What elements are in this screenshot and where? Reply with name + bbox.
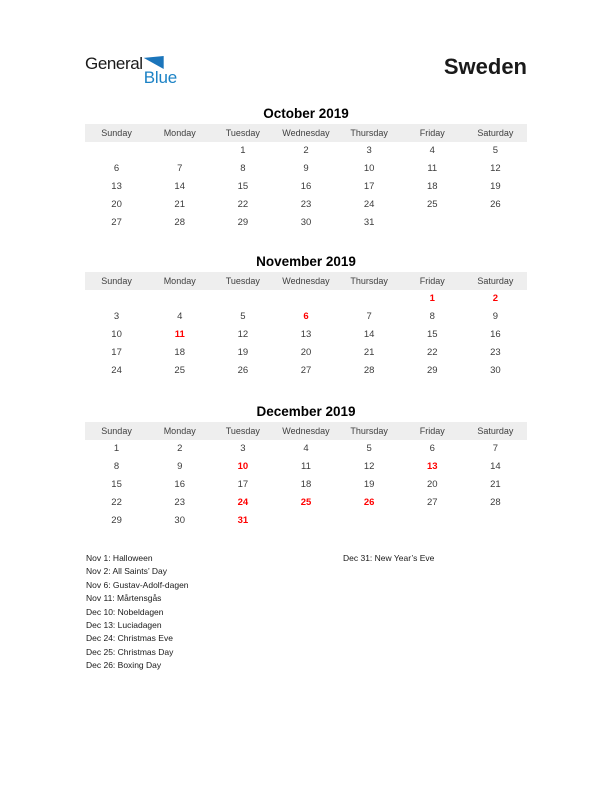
date-cell: 10 (237, 461, 249, 472)
date-cell: 8 (113, 461, 120, 472)
date-cell: 6 (113, 163, 120, 174)
date-cell: 17 (237, 479, 249, 490)
date-cell: 16 (490, 329, 501, 340)
date-cell: 6 (429, 443, 435, 454)
logo-text-general: General (85, 54, 143, 73)
date-cell: 30 (300, 217, 312, 228)
date-cell-empty (274, 290, 337, 308)
date-cell: 23 (490, 347, 501, 358)
date-cell: 27 (111, 217, 122, 228)
holiday-note: Dec 10: Nobeldagen (86, 606, 164, 617)
weekday-label: Monday (163, 426, 196, 436)
weekday-label: Thursday (350, 276, 388, 286)
date-cell: 4 (177, 311, 183, 322)
date-cell: 15 (111, 479, 122, 490)
date-cell-empty (85, 142, 148, 160)
date-cell-empty (148, 290, 211, 308)
date-cell: 18 (426, 181, 438, 192)
month-title: December 2019 (256, 404, 356, 419)
date-cell: 11 (301, 461, 311, 472)
date-cell: 9 (177, 461, 183, 472)
date-cell: 19 (490, 181, 501, 192)
date-cell: 21 (490, 479, 501, 490)
date-cell: 12 (237, 329, 249, 340)
date-cell: 1 (240, 145, 246, 156)
page-title: Sweden (443, 54, 527, 79)
holiday-note: Nov 11: Mårtensgås (86, 593, 162, 604)
holiday-note: Nov 1: Halloween (86, 553, 153, 563)
holiday-note: Dec 31: New Year’s Eve (343, 553, 435, 563)
date-cell: 16 (174, 479, 185, 490)
date-cell: 14 (363, 329, 375, 340)
date-cell: 24 (111, 365, 122, 376)
weekday-label: Tuesday (225, 128, 260, 138)
date-cell: 5 (492, 145, 499, 156)
date-cell-empty (85, 290, 148, 308)
weekday-label: Thursday (350, 426, 388, 436)
date-cell: 14 (174, 181, 185, 192)
weekday-label: Wednesday (282, 128, 330, 138)
weekday-label: Tuesday (225, 276, 260, 286)
date-cell: 18 (174, 347, 185, 358)
date-cell: 22 (426, 347, 438, 358)
holiday-note: Dec 24: Christmas Eve (86, 633, 173, 644)
date-cell-empty (338, 512, 401, 530)
date-cell: 25 (174, 365, 185, 376)
weekday-label: Saturday (477, 276, 514, 286)
date-cell: 2 (303, 145, 309, 156)
logo-text-blue: Blue (143, 68, 177, 87)
date-cell: 3 (240, 443, 246, 454)
holiday-note: Dec 26: Boxing Day (86, 660, 162, 671)
weekday-label: Sunday (101, 128, 132, 138)
weekday-header-row (85, 272, 527, 290)
holiday-note: Nov 2: All Saints’ Day (86, 566, 167, 577)
date-cell-empty (148, 142, 211, 160)
weekday-label: Saturday (477, 426, 514, 436)
date-cell: 14 (490, 461, 501, 472)
date-cell-empty (338, 290, 401, 308)
date-cell: 22 (111, 497, 122, 508)
date-cell: 10 (363, 163, 375, 174)
date-cell: 29 (426, 365, 438, 376)
date-cell: 21 (363, 347, 375, 358)
date-cell: 17 (111, 347, 122, 358)
date-cell: 18 (300, 479, 312, 490)
date-cell: 30 (174, 515, 185, 526)
weekday-label: Sunday (101, 426, 132, 436)
date-cell: 2 (492, 293, 499, 304)
month-title: October 2019 (263, 106, 349, 121)
holiday-list-left (86, 552, 336, 673)
weekday-label: Monday (163, 128, 196, 138)
date-cell-empty (211, 290, 274, 308)
date-cell: 12 (490, 163, 501, 174)
date-cell: 1 (113, 443, 120, 454)
holiday-list-right (343, 552, 528, 565)
date-cell: 9 (303, 163, 309, 174)
date-cell: 25 (300, 497, 312, 508)
date-cell: 25 (426, 199, 438, 210)
month-november-2019 (85, 251, 527, 380)
date-cell: 16 (300, 181, 312, 192)
date-cell: 26 (363, 497, 375, 508)
weekday-label: Sunday (101, 276, 132, 286)
date-cell: 31 (363, 217, 375, 228)
date-cell: 30 (490, 365, 501, 376)
date-cell: 13 (426, 461, 438, 472)
date-cell: 24 (237, 497, 249, 508)
weekday-label: Tuesday (225, 426, 260, 436)
date-cell: 4 (429, 145, 435, 156)
date-cell: 28 (174, 217, 185, 228)
weekday-label: Monday (163, 276, 196, 286)
general-blue-logo (85, 55, 177, 86)
date-cell: 20 (111, 199, 122, 210)
month-title: November 2019 (256, 254, 356, 269)
date-cell: 5 (366, 443, 372, 454)
date-cell: 8 (429, 311, 435, 322)
date-cell-empty (401, 512, 464, 530)
weekday-header-row (85, 124, 527, 142)
date-cell: 28 (490, 497, 501, 508)
holiday-note: Dec 13: Luciadagen (86, 620, 162, 631)
month-october-2019 (85, 103, 527, 232)
date-cell: 21 (174, 199, 185, 210)
date-cell: 13 (111, 181, 122, 192)
date-cell: 5 (240, 311, 246, 322)
weekday-label: Wednesday (282, 276, 330, 286)
date-cell: 1 (429, 293, 435, 304)
date-cell-empty (464, 214, 527, 232)
date-cell: 26 (490, 199, 501, 210)
date-cell: 19 (237, 347, 249, 358)
date-cell: 15 (426, 329, 438, 340)
date-cell: 26 (237, 365, 249, 376)
date-cell-empty (401, 214, 464, 232)
date-cell: 8 (240, 163, 246, 174)
date-cell: 4 (303, 443, 309, 454)
date-cell: 9 (492, 311, 499, 322)
date-cell: 24 (363, 199, 375, 210)
date-cell: 13 (300, 329, 312, 340)
date-cell: 19 (363, 479, 375, 490)
date-cell: 10 (111, 329, 122, 340)
weekday-label: Friday (419, 276, 445, 286)
date-cell-empty (274, 512, 337, 530)
date-cell: 22 (237, 199, 249, 210)
date-cell: 7 (492, 443, 499, 454)
date-grid (85, 440, 527, 530)
date-grid (85, 142, 527, 232)
date-cell: 20 (426, 479, 438, 490)
date-cell: 3 (113, 311, 120, 322)
date-cell: 23 (300, 199, 312, 210)
month-december-2019 (85, 401, 527, 530)
date-cell: 31 (237, 515, 249, 526)
date-cell: 17 (363, 181, 375, 192)
date-cell: 2 (177, 443, 183, 454)
date-cell: 11 (427, 163, 438, 174)
date-cell: 29 (237, 217, 249, 228)
weekday-label: Friday (419, 128, 445, 138)
date-cell: 28 (363, 365, 375, 376)
date-cell: 11 (174, 329, 185, 340)
date-cell: 7 (177, 163, 183, 174)
date-cell: 7 (366, 311, 372, 322)
date-cell: 27 (300, 365, 312, 376)
weekday-header-row (85, 422, 527, 440)
date-cell: 3 (366, 145, 372, 156)
holiday-note: Dec 25: Christmas Day (86, 646, 174, 657)
date-cell: 29 (111, 515, 122, 526)
date-cell: 15 (237, 181, 249, 192)
weekday-label: Wednesday (282, 426, 330, 436)
holiday-note: Nov 6: Gustav-Adolf-dagen (86, 579, 189, 590)
date-cell: 20 (300, 347, 312, 358)
date-cell: 23 (174, 497, 185, 508)
weekday-label: Saturday (477, 128, 514, 138)
weekday-label: Thursday (350, 128, 388, 138)
date-cell: 27 (426, 497, 438, 508)
date-cell-empty (464, 512, 527, 530)
date-cell: 12 (363, 461, 375, 472)
weekday-label: Friday (419, 426, 445, 436)
date-cell: 6 (303, 311, 309, 322)
date-grid (85, 290, 527, 380)
